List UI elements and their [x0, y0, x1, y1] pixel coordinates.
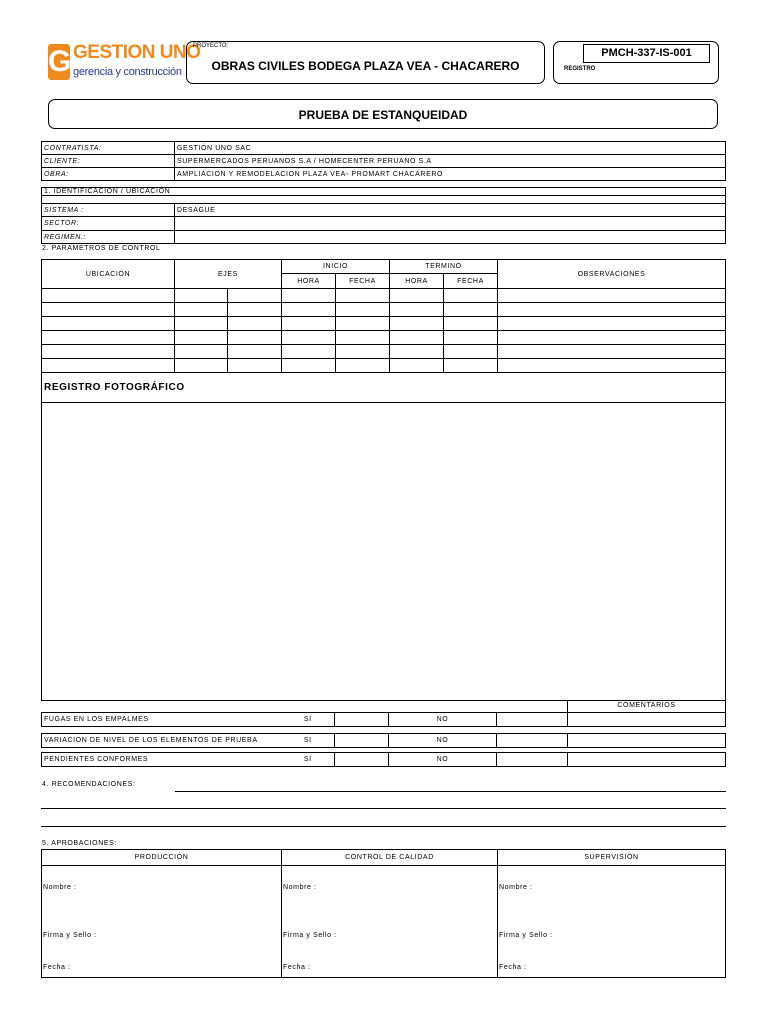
col-ejes: EJES: [175, 260, 282, 289]
col-inicio: INICIO: [282, 260, 390, 274]
recomendaciones-line-2: [41, 808, 726, 809]
col-observaciones: OBSERVACIONES: [498, 260, 726, 289]
supervision-firma: Firma y Sello :: [499, 932, 553, 939]
section1-title: 1. IDENTIFICACION / UBICACIÓN: [42, 188, 726, 196]
check-row-2: [41, 733, 726, 748]
col-produccion: PRODUCCIÓN: [42, 850, 282, 866]
check-label-3: PENDIENTES CONFORMES: [42, 753, 282, 767]
code-box: [553, 41, 719, 84]
document-code: PMCH-337-IS-001: [583, 44, 710, 63]
table-row: [42, 359, 726, 373]
col-termino-fecha: FECHA: [444, 274, 498, 289]
check-no-box-3[interactable]: [497, 753, 568, 767]
col-supervision: SUPERVISIÓN: [498, 850, 726, 866]
calidad-fecha: Fecha :: [283, 964, 311, 971]
logo-name-gestion: GESTION: [73, 42, 156, 63]
contratista-label: CONTRATISTA:: [42, 142, 175, 155]
check-no-box-1[interactable]: [497, 713, 568, 727]
check-no-box-2[interactable]: [497, 734, 568, 748]
check-comment-3[interactable]: [568, 753, 726, 767]
col-termino: TERMINO: [390, 260, 498, 274]
check-si-label-1: SI: [282, 713, 335, 727]
table-row: [42, 289, 726, 303]
check-si-label-2: SI: [282, 734, 335, 748]
section5-title: 5. APROBACIONES:: [42, 840, 117, 847]
supervision-fecha: Fecha :: [499, 964, 527, 971]
cliente-label: CLIENTE:: [42, 155, 175, 168]
contratista-value: GESTIÓN UNO SAC: [175, 142, 726, 155]
regimen-value: [175, 231, 726, 244]
info-table: [41, 141, 726, 181]
company-logo: [48, 42, 201, 84]
document-title: PRUEBA DE ESTANQUEIDAD: [298, 108, 468, 122]
control-table: [41, 259, 726, 373]
registro-label: REGISTRO: [564, 66, 596, 72]
sector-value: [175, 217, 726, 231]
section1-spacer: [42, 196, 726, 204]
check-label-2: VARIACION DE NIVEL DE LOS ELEMENTOS DE PRUEBA: [42, 734, 282, 748]
comentarios-label: COMENTARIOS: [617, 702, 676, 709]
recomendaciones-line-1: [175, 791, 726, 792]
produccion-nombre: Nombre :: [43, 884, 77, 891]
table-row: [42, 345, 726, 359]
col-ubicacion: UBICACIÓN: [42, 260, 175, 289]
regimen-label: REGIMEN.:: [42, 231, 175, 244]
check-label-1: FUGAS EN LOS EMPALMES: [42, 713, 282, 727]
col-inicio-fecha: FECHA: [336, 274, 390, 289]
recomendaciones-line-3: [41, 826, 726, 827]
sector-label: SECTOR:: [42, 217, 175, 231]
title-box: [48, 99, 718, 129]
check-si-box-1[interactable]: [335, 713, 389, 727]
check-row-3: [41, 752, 726, 767]
approval-produccion[interactable]: [42, 866, 282, 978]
cliente-value: SUPERMERCADOS PERUANOS S.A / HOMECENTER PERUANO S.A: [175, 155, 726, 168]
table-row: [42, 331, 726, 345]
col-termino-hora: HORA: [390, 274, 444, 289]
table-row: [42, 303, 726, 317]
sistema-label: SISTEMA :: [42, 204, 175, 217]
calidad-nombre: Nombre :: [283, 884, 317, 891]
project-box: [186, 41, 545, 84]
produccion-firma: Firma y Sello :: [43, 932, 97, 939]
section4-title: 4. RECOMENDACIONES:: [42, 781, 136, 788]
obra-value: AMPLIACION Y REMODELACION PLAZA VEA- PROMART CHACARERO: [175, 168, 726, 181]
section2-title: 2. PARAMETROS DE CONTROL: [42, 245, 161, 252]
col-control-calidad: CONTROL DE CALIDAD: [282, 850, 498, 866]
check-no-label-3: NO: [389, 753, 497, 767]
logo-name: [73, 42, 201, 64]
logo-g-mark: G: [48, 45, 72, 78]
logo-tagline: gerencia y construcción: [73, 66, 182, 78]
obra-label: OBRA:: [42, 168, 175, 181]
check-comment-1[interactable]: [568, 713, 726, 727]
check-si-label-3: SI: [282, 753, 335, 767]
photo-area: [41, 402, 726, 701]
photo-header: [41, 372, 726, 403]
project-label: PROYECTO:: [193, 43, 229, 49]
logo-name-uno: UNO: [159, 42, 201, 63]
approvals-table: [41, 849, 726, 978]
photo-title: REGISTRO FOTOGRÁFICO: [44, 382, 185, 393]
check-si-box-2[interactable]: [335, 734, 389, 748]
section1-table: [41, 187, 726, 244]
table-row: [42, 317, 726, 331]
check-row-1: [41, 712, 726, 727]
calidad-firma: Firma y Sello :: [283, 932, 337, 939]
sistema-value: DESAGUE: [175, 204, 726, 217]
supervision-nombre: Nombre :: [499, 884, 533, 891]
check-si-box-3[interactable]: [335, 753, 389, 767]
col-inicio-hora: HORA: [282, 274, 336, 289]
approval-supervision[interactable]: [498, 866, 726, 978]
check-comment-2[interactable]: [568, 734, 726, 748]
check-no-label-1: NO: [389, 713, 497, 727]
project-name: OBRAS CIVILES BODEGA PLAZA VEA - CHACARERO: [211, 59, 520, 73]
approval-control-calidad[interactable]: [282, 866, 498, 978]
check-no-label-2: NO: [389, 734, 497, 748]
produccion-fecha: Fecha :: [43, 964, 71, 971]
